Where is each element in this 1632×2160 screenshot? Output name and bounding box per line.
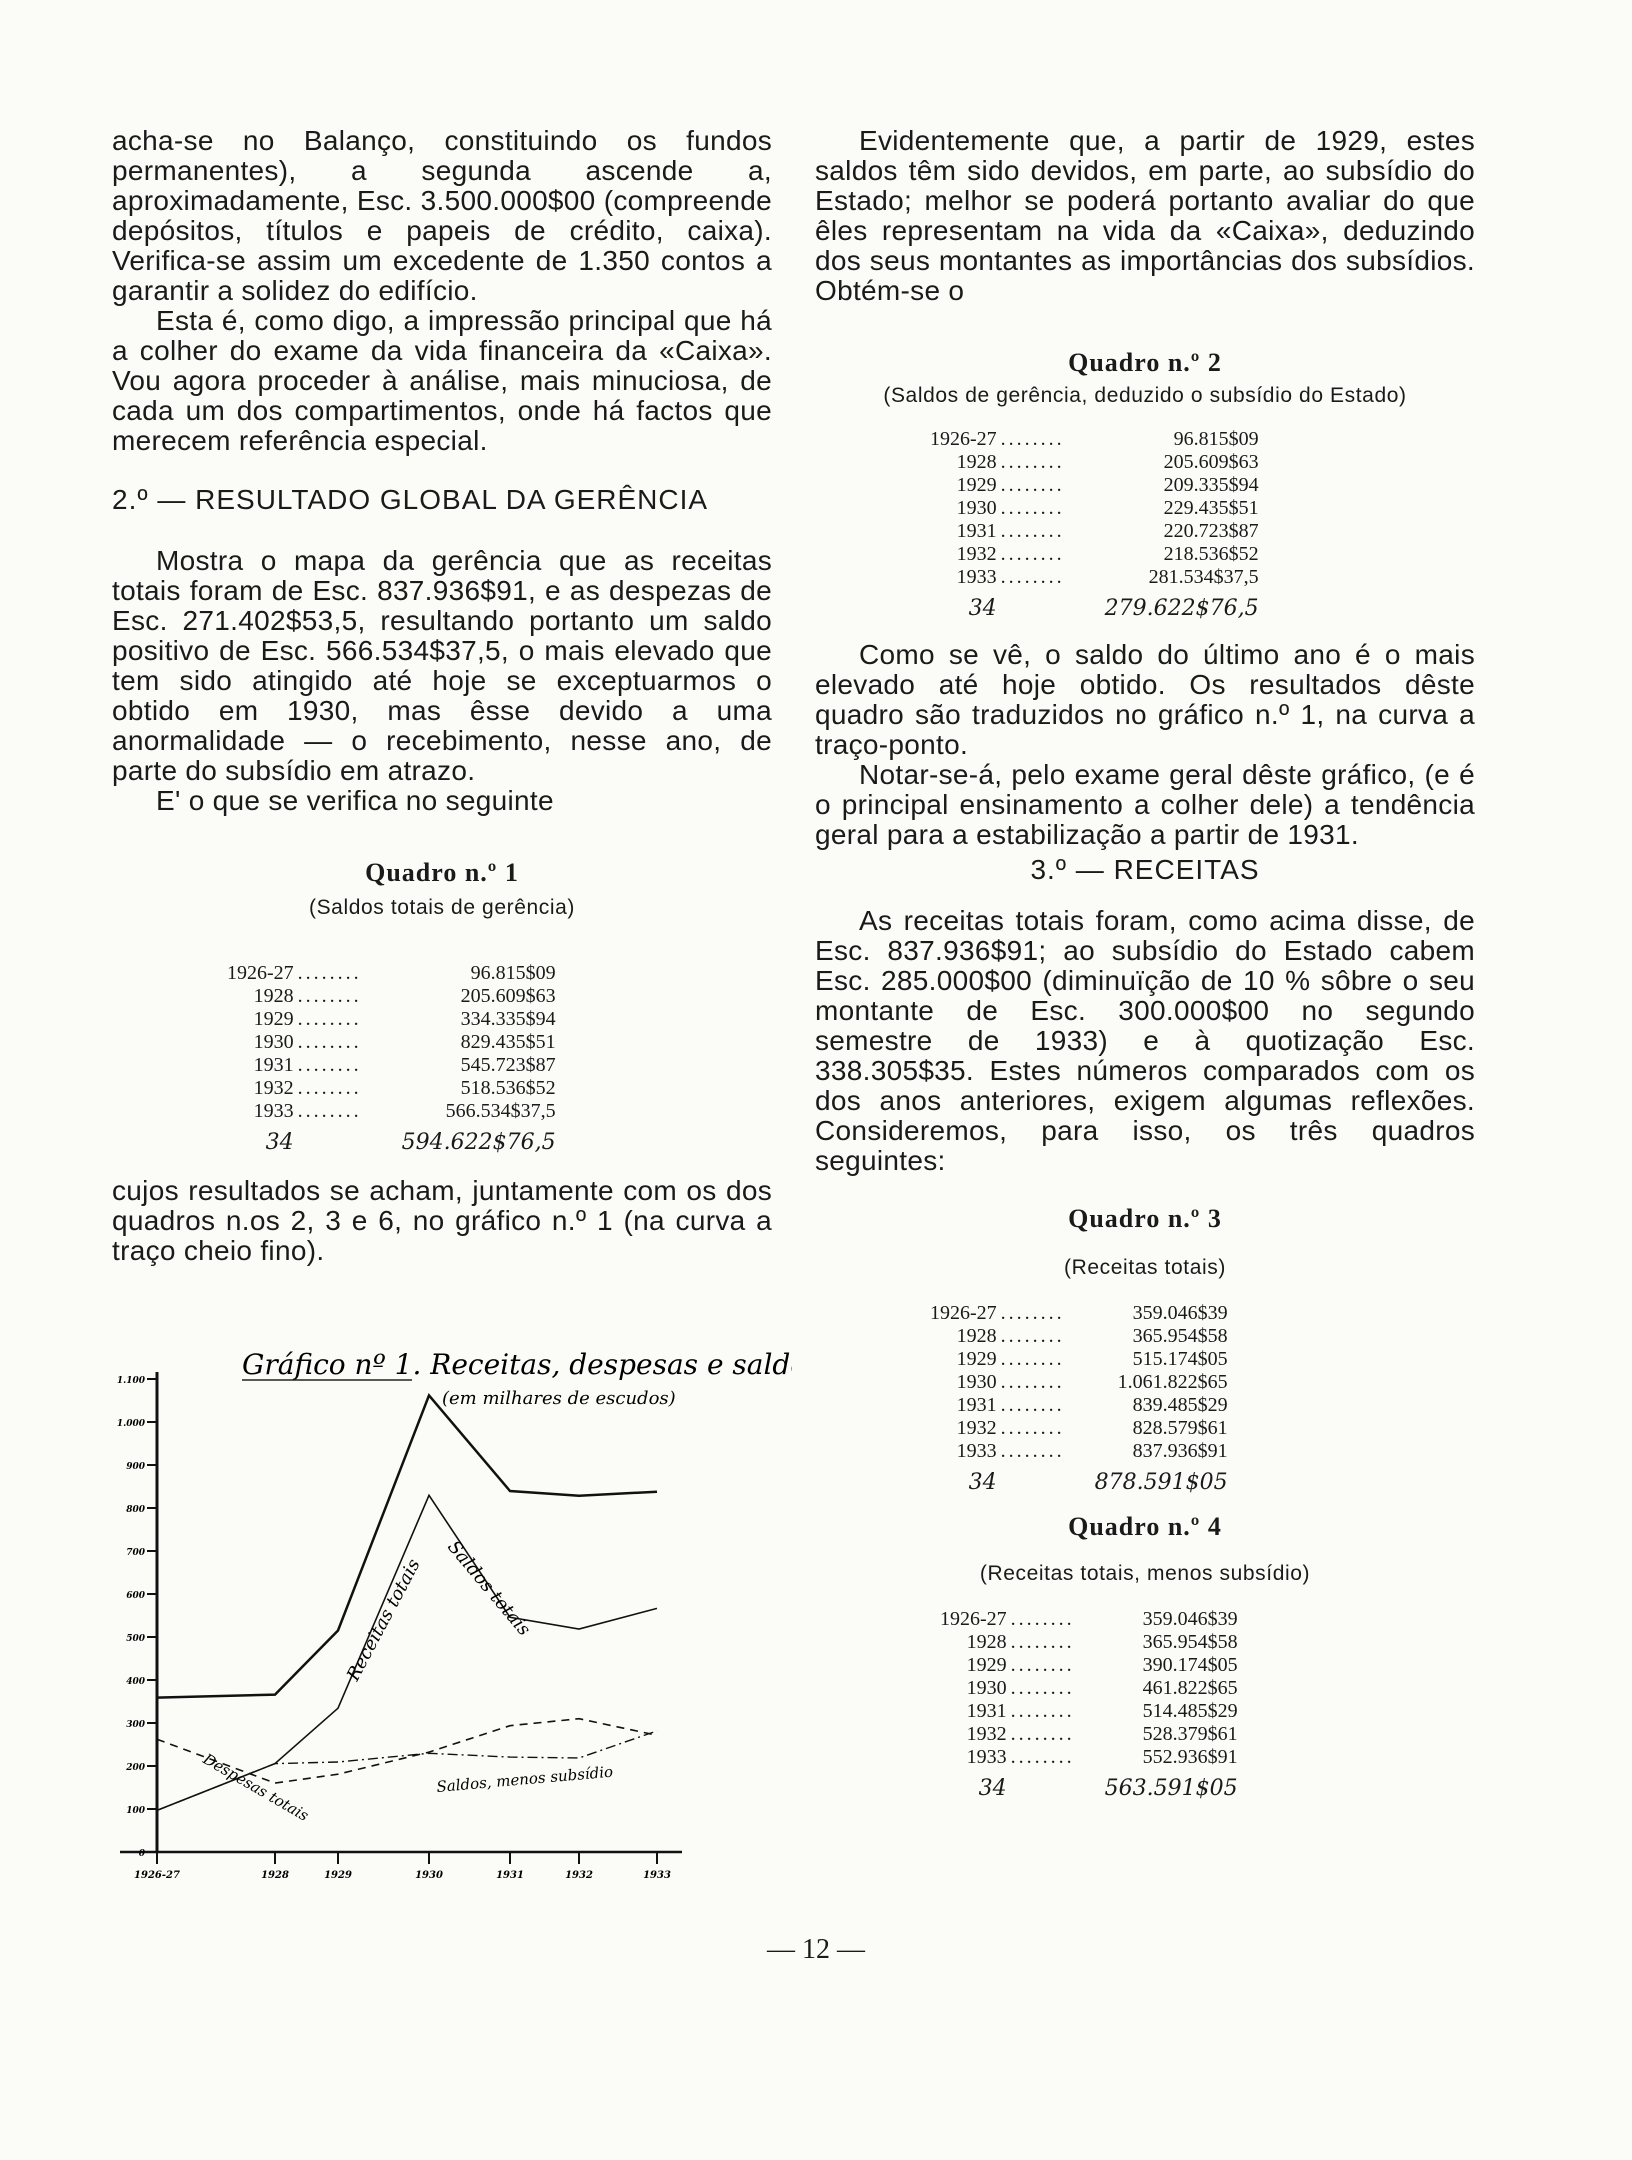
graph-series bbox=[157, 1395, 657, 1810]
row-value: 1.061.822$65 bbox=[1117, 1371, 1228, 1393]
row-leader-dots: ........ bbox=[1000, 1325, 1065, 1347]
row-year: 1928 bbox=[253, 985, 294, 1007]
row-value: 566.534$37,5 bbox=[445, 1100, 556, 1122]
row-value: 229.435$51 bbox=[1163, 497, 1259, 519]
label-despesas: Despesas totais bbox=[200, 1749, 312, 1825]
quadro-4 bbox=[815, 1512, 1475, 1800]
row-value: 461.822$65 bbox=[1142, 1677, 1238, 1699]
handwritten-spacer bbox=[997, 1463, 1065, 1494]
row-year: 1928 bbox=[956, 1325, 997, 1347]
left-paragraph-5: cujos resultados se acham, juntamente com os dos quadros n.os 2, 3 e 6, no gráfico n.º 1 (na curva a traço cheio fino). bbox=[112, 1175, 772, 1266]
handwritten-year: 34 bbox=[968, 596, 997, 621]
row-leader-dots: ........ bbox=[297, 1031, 362, 1053]
handwritten-row bbox=[930, 589, 1259, 620]
x-tick-label: 1931 bbox=[496, 1870, 524, 1881]
row-leader-dots: ........ bbox=[1010, 1608, 1075, 1630]
row-leader-dots: ........ bbox=[1000, 1371, 1065, 1393]
handwritten-year: 34 bbox=[978, 1776, 1007, 1801]
row-leader-dots: ........ bbox=[1000, 1394, 1065, 1416]
row-value: 218.536$52 bbox=[1163, 543, 1259, 565]
row-year: 1926-27 bbox=[930, 1302, 997, 1324]
quadro-row bbox=[940, 1631, 1238, 1654]
row-year: 1929 bbox=[956, 474, 997, 496]
row-value: 839.485$29 bbox=[1132, 1394, 1228, 1416]
row-leader-dots: ........ bbox=[1000, 1302, 1065, 1324]
row-leader-dots: ........ bbox=[297, 1100, 362, 1122]
quadro-1-title: Quadro n.º 1 bbox=[365, 858, 519, 887]
quadro-3-subtitle: (Receitas totais) bbox=[1064, 1256, 1226, 1279]
row-leader-dots: ........ bbox=[1010, 1677, 1075, 1699]
quadro-4-table bbox=[940, 1608, 1238, 1800]
row-leader-dots: ........ bbox=[1010, 1700, 1075, 1722]
row-value: 205.609$63 bbox=[1163, 451, 1259, 473]
row-leader-dots: ........ bbox=[1000, 520, 1065, 542]
row-value: 828.579$61 bbox=[1132, 1417, 1228, 1439]
quadro-row bbox=[227, 1077, 556, 1100]
quadro-row bbox=[940, 1700, 1238, 1723]
row-value: 209.335$94 bbox=[1163, 474, 1259, 496]
row-leader-dots: ........ bbox=[1000, 1417, 1065, 1439]
handwritten-spacer bbox=[294, 1123, 362, 1154]
row-value: 281.534$37,5 bbox=[1148, 566, 1259, 588]
quadro-row bbox=[227, 985, 556, 1008]
right-paragraph-1: Evidentemente que, a partir de 1929, estes saldos têm sido devidos, em parte, ao subsídio do Estado; melhor se poderá portanto avaliar do que êles representam na vida da «Caixa», deduzindo dos seus montantes as importâncias dos subsídios. Obtém-se o bbox=[815, 125, 1475, 306]
label-receitas: Receitas totais bbox=[342, 1555, 425, 1685]
quadro-row bbox=[930, 1302, 1228, 1325]
row-leader-dots: ........ bbox=[297, 1077, 362, 1099]
row-year: 1933 bbox=[966, 1746, 1007, 1768]
x-tick-label: 1932 bbox=[565, 1870, 593, 1881]
quadro-row bbox=[227, 1031, 556, 1054]
quadro-4-title: Quadro n.º 4 bbox=[1068, 1512, 1222, 1541]
handwritten-year: 34 bbox=[968, 1470, 997, 1495]
quadro-row bbox=[930, 1440, 1228, 1463]
quadro-2-title: Quadro n.º 2 bbox=[1068, 348, 1222, 377]
row-value: 514.485$29 bbox=[1142, 1700, 1238, 1722]
grafico-1 bbox=[112, 1342, 792, 1892]
quadro-row bbox=[930, 1371, 1228, 1394]
quadro-row bbox=[930, 474, 1259, 497]
row-year: 1931 bbox=[956, 1394, 997, 1416]
row-leader-dots: ........ bbox=[1000, 1440, 1065, 1462]
left-paragraph-1: acha-se no Balanço, constituindo os fundos permanentes), a segunda ascende a, aproximadamente, Esc. 3.500.000$00 (compreende depósitos, títulos e papeis de crédito, caixa). Verifica-se assim um excedente de 1.350 contos a garantir a solidez do edifício. bbox=[112, 125, 772, 306]
row-year: 1932 bbox=[966, 1723, 1007, 1745]
row-year: 1931 bbox=[253, 1054, 294, 1076]
row-year: 1931 bbox=[956, 520, 997, 542]
section-heading-3: 3.º — RECEITAS bbox=[1030, 854, 1260, 885]
label-saldos-menos: Saldos, menos subsídio bbox=[435, 1762, 614, 1796]
y-tick-label: 200 bbox=[126, 1763, 145, 1773]
quadro-row bbox=[940, 1677, 1238, 1700]
quadro-row bbox=[940, 1723, 1238, 1746]
row-leader-dots: ........ bbox=[297, 962, 362, 984]
row-value: 359.046$39 bbox=[1142, 1608, 1238, 1630]
row-leader-dots: ........ bbox=[1010, 1723, 1075, 1745]
row-leader-dots: ........ bbox=[1000, 566, 1065, 588]
x-tick-label: 1930 bbox=[415, 1870, 443, 1881]
y-tick-label: 700 bbox=[126, 1548, 145, 1558]
left-column bbox=[112, 126, 772, 1266]
row-leader-dots: ........ bbox=[1000, 543, 1065, 565]
quadro-row bbox=[227, 962, 556, 985]
row-value: 359.046$39 bbox=[1132, 1302, 1228, 1324]
row-leader-dots: ........ bbox=[1000, 497, 1065, 519]
quadro-row bbox=[930, 428, 1259, 451]
y-tick-label: 1.000 bbox=[116, 1419, 145, 1429]
quadro-4-subtitle: (Receitas totais, menos subsídio) bbox=[979, 1562, 1311, 1585]
x-tick-label: 1926-27 bbox=[134, 1870, 180, 1881]
row-leader-dots: ........ bbox=[1000, 1348, 1065, 1370]
row-year: 1930 bbox=[956, 1371, 997, 1393]
quadro-row bbox=[930, 1348, 1228, 1371]
row-year: 1933 bbox=[253, 1100, 294, 1122]
row-value: 528.379$61 bbox=[1142, 1723, 1238, 1745]
graph-title: Gráfico nº 1. Receitas, despesas e saldos. bbox=[242, 1348, 792, 1381]
row-leader-dots: ........ bbox=[1010, 1631, 1075, 1653]
row-value: 837.936$91 bbox=[1132, 1440, 1228, 1462]
row-leader-dots: ........ bbox=[297, 1008, 362, 1030]
row-year: 1926-27 bbox=[940, 1608, 1007, 1630]
right-paragraph-3: Notar-se-á, pelo exame geral dêste gráfico, (e é o principal ensinamento a colher dele) a tendência geral para a estabilização a partir de 1931. bbox=[815, 759, 1475, 850]
quadro-2 bbox=[815, 348, 1475, 620]
grafico-1-svg bbox=[112, 1342, 792, 1887]
x-tick-label: 1933 bbox=[643, 1870, 671, 1881]
x-tick-label: 1928 bbox=[261, 1870, 289, 1881]
row-year: 1930 bbox=[956, 497, 997, 519]
row-value: 829.435$51 bbox=[460, 1031, 556, 1053]
quadro-1-table bbox=[227, 962, 556, 1154]
row-value: 96.815$09 bbox=[470, 962, 556, 984]
quadro-row bbox=[940, 1608, 1238, 1631]
label-saldos: Saldos totais bbox=[443, 1536, 535, 1640]
row-value: 365.954$58 bbox=[1142, 1631, 1238, 1653]
row-leader-dots: ........ bbox=[297, 985, 362, 1007]
handwritten-value: 279.622$76,5 bbox=[1104, 596, 1259, 621]
quadro-2-table bbox=[930, 428, 1259, 620]
row-year: 1926-27 bbox=[930, 428, 997, 450]
quadro-row bbox=[227, 1008, 556, 1031]
row-value: 205.609$63 bbox=[460, 985, 556, 1007]
y-tick-label: 400 bbox=[126, 1677, 145, 1687]
row-value: 365.954$58 bbox=[1132, 1325, 1228, 1347]
left-paragraph-4: E' o que se verifica no seguinte bbox=[156, 785, 554, 816]
row-leader-dots: ........ bbox=[297, 1054, 362, 1076]
quadro-row bbox=[930, 451, 1259, 474]
quadro-row bbox=[930, 566, 1259, 589]
y-tick-label: 500 bbox=[126, 1634, 145, 1644]
row-leader-dots: ........ bbox=[1000, 451, 1065, 473]
quadro-3-title: Quadro n.º 3 bbox=[1068, 1204, 1222, 1233]
quadro-row bbox=[227, 1054, 556, 1077]
row-value: 515.174$05 bbox=[1132, 1348, 1228, 1370]
quadro-row bbox=[930, 520, 1259, 543]
quadro-3-table bbox=[930, 1302, 1228, 1494]
quadro-row bbox=[940, 1654, 1238, 1677]
y-tick-label: 0 bbox=[138, 1849, 145, 1859]
quadro-row bbox=[930, 1394, 1228, 1417]
row-value: 390.174$05 bbox=[1142, 1654, 1238, 1676]
row-value: 518.536$52 bbox=[460, 1077, 556, 1099]
row-value: 220.723$87 bbox=[1163, 520, 1259, 542]
row-leader-dots: ........ bbox=[1010, 1654, 1075, 1676]
row-year: 1928 bbox=[966, 1631, 1007, 1653]
handwritten-value: 563.591$05 bbox=[1104, 1776, 1238, 1801]
y-tick-label: 300 bbox=[126, 1720, 145, 1730]
handwritten-row bbox=[227, 1123, 556, 1154]
handwritten-value: 594.622$76,5 bbox=[401, 1130, 556, 1155]
row-year: 1930 bbox=[253, 1031, 294, 1053]
row-leader-dots: ........ bbox=[1000, 428, 1065, 450]
row-leader-dots: ........ bbox=[1010, 1746, 1075, 1768]
row-year: 1929 bbox=[966, 1654, 1007, 1676]
quadro-row bbox=[930, 1417, 1228, 1440]
left-paragraph-2: Esta é, como digo, a impressão principal que há a colher do exame da vida financeira da «Caixa». Vou agora proceder à análise, mais minuciosa, de cada um dos compartimentos, onde há factos que merecem referência especial. bbox=[112, 305, 772, 456]
quadro-1 bbox=[112, 858, 772, 1154]
row-year: 1928 bbox=[956, 451, 997, 473]
graph-subtitle: (em milhares de escudos) bbox=[442, 1388, 676, 1409]
right-paragraph-4: As receitas totais foram, como acima disse, de Esc. 837.936$91; ao subsídio do Estado cabem Esc. 285.000$00 (diminuïção de 10 % sôbre o seu montante de Esc. 300.000$00 no segundo semestre de 1933) e à quotização Esc. 338.305$35. Estes números comparados com os dos anos anteriores, exigem algumas reflexões. Consideremos, para isso, os três quadros seguintes: bbox=[815, 905, 1475, 1176]
row-value: 96.815$09 bbox=[1173, 428, 1259, 450]
row-year: 1929 bbox=[253, 1008, 294, 1030]
row-year: 1933 bbox=[956, 1440, 997, 1462]
right-paragraph-2: Como se vê, o saldo do último ano é o mais elevado até hoje obtido. Os resultados dêste quadro são traduzidos no gráfico n.º 1, na curva a traço-ponto. bbox=[815, 639, 1475, 760]
left-paragraph-3: Mostra o mapa da gerência que as receitas totais foram de Esc. 837.936$91, e as despezas de Esc. 271.402$53,5, resultando portanto um saldo positivo de Esc. 566.534$37,5, o mais elevado que tem sido atingido até hoje se exceptuarmos o obtido em 1930, mas êsse devido a uma anormalidade — o recebimento, nesse ano, de parte do subsídio em atrazo. bbox=[112, 545, 772, 786]
row-year: 1933 bbox=[956, 566, 997, 588]
quadro-row bbox=[930, 543, 1259, 566]
quadro-row bbox=[930, 1325, 1228, 1348]
y-tick-label: 100 bbox=[126, 1806, 145, 1816]
row-leader-dots: ........ bbox=[1000, 474, 1065, 496]
x-tick-label: 1929 bbox=[324, 1870, 352, 1881]
handwritten-year: 34 bbox=[265, 1130, 294, 1155]
handwritten-value: 878.591$05 bbox=[1094, 1470, 1228, 1495]
row-value: 545.723$87 bbox=[460, 1054, 556, 1076]
y-tick-label: 600 bbox=[126, 1591, 145, 1601]
row-value: 334.335$94 bbox=[460, 1008, 556, 1030]
row-year: 1929 bbox=[956, 1348, 997, 1370]
handwritten-spacer bbox=[1007, 1769, 1075, 1800]
quadro-1-subtitle: (Saldos totais de gerência) bbox=[308, 896, 575, 919]
quadro-3 bbox=[815, 1204, 1475, 1494]
row-year: 1932 bbox=[956, 543, 997, 565]
section-heading-2: 2.º — RESULTADO GLOBAL DA GERÊNCIA bbox=[112, 484, 709, 515]
quadro-row bbox=[930, 497, 1259, 520]
quadro-row bbox=[227, 1100, 556, 1123]
quadro-2-subtitle: (Saldos de gerência, deduzido o subsídio do Estado) bbox=[883, 384, 1407, 407]
row-year: 1932 bbox=[253, 1077, 294, 1099]
row-year: 1926-27 bbox=[227, 962, 294, 984]
row-year: 1931 bbox=[966, 1700, 1007, 1722]
handwritten-row bbox=[940, 1769, 1238, 1800]
quadro-row bbox=[940, 1746, 1238, 1769]
y-tick-label: 900 bbox=[126, 1462, 145, 1472]
y-tick-label: 800 bbox=[126, 1505, 145, 1515]
handwritten-row bbox=[930, 1463, 1228, 1494]
row-year: 1932 bbox=[956, 1417, 997, 1439]
graph-axes bbox=[117, 1372, 682, 1881]
page-number: — 12 — bbox=[767, 1934, 865, 1965]
row-year: 1930 bbox=[966, 1677, 1007, 1699]
row-value: 552.936$91 bbox=[1142, 1746, 1238, 1768]
handwritten-spacer bbox=[997, 589, 1065, 620]
y-tick-label: 1.100 bbox=[116, 1376, 145, 1386]
right-column bbox=[815, 126, 1475, 1800]
